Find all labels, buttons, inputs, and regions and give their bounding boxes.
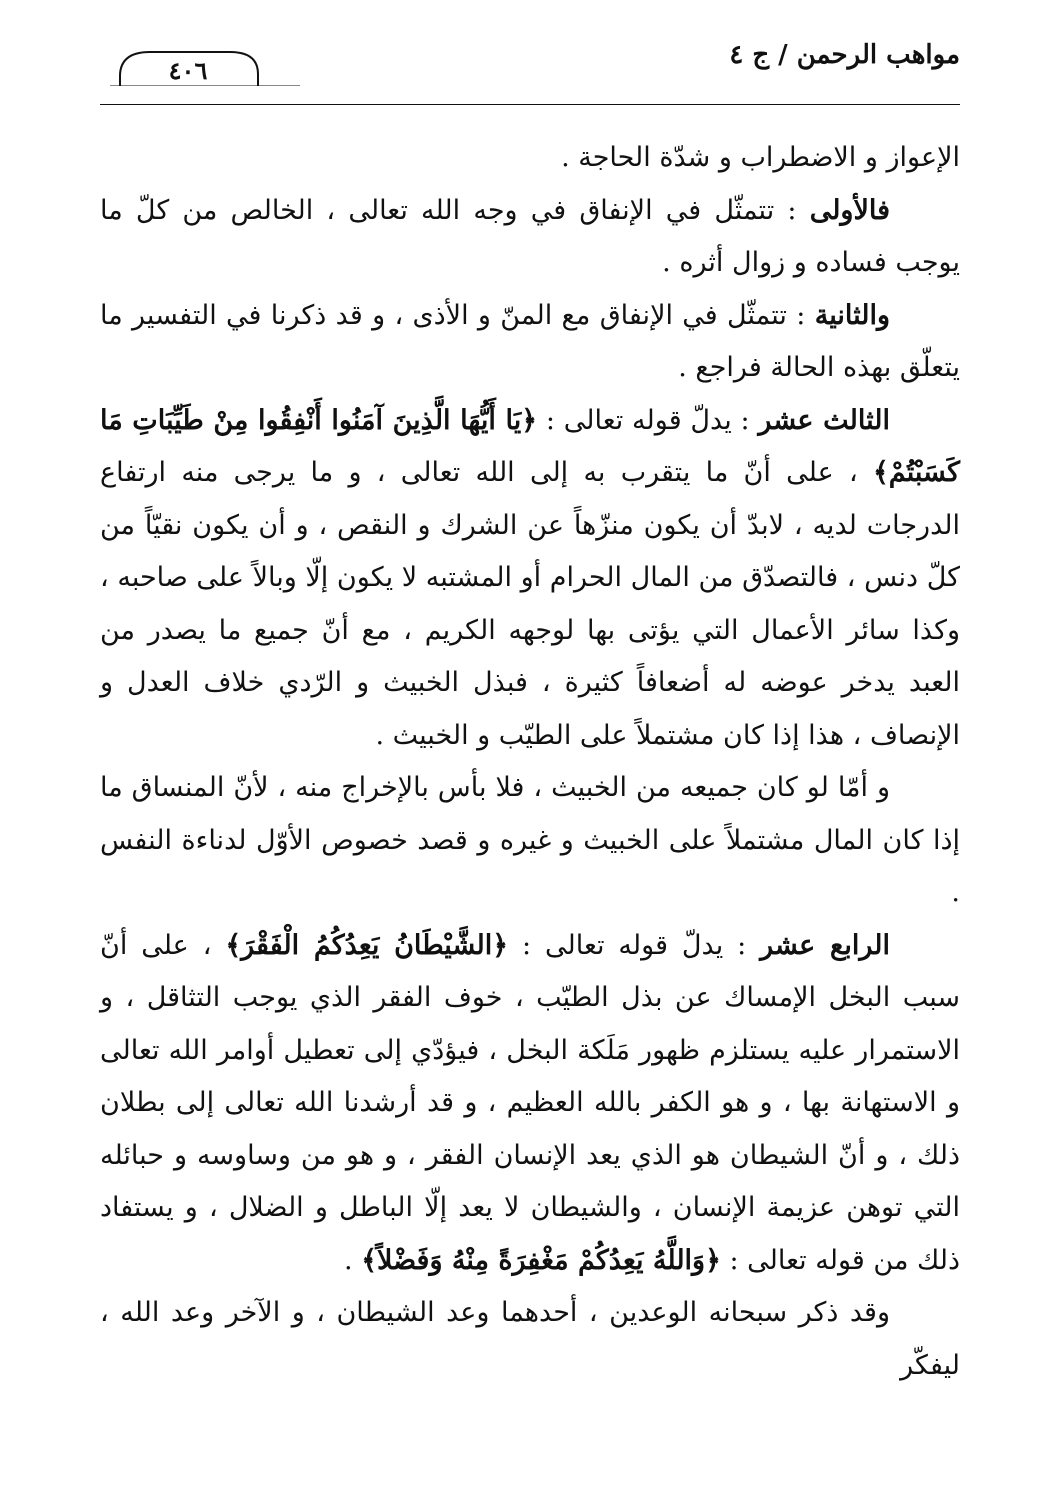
paragraph bbox=[100, 920, 960, 1288]
paragraph-text: : تتمثّل في الإنفاق في وجه الله تعالى ، الخالص من كلّ ما يوجب فساده و زوال أثره . bbox=[100, 194, 960, 278]
paragraph bbox=[100, 395, 960, 763]
page-number: ٤٠٦ bbox=[168, 56, 208, 85]
page-number-ornament bbox=[100, 46, 300, 86]
quran-verse: ﴿يَا أَيُّهَا الَّذِينَ آمَنُوا أَنْفِقُوا مِنْ طَيِّبَاتِ مَا كَسَبْتُمْ﴾ bbox=[100, 404, 960, 488]
paragraph-text: الإعواز و الاضطراب و شدّة الحاجة . bbox=[561, 142, 960, 173]
quran-verse: ﴿الشَّيْطَانُ يَعِدُكُمُ الْفَقْرَ﴾ bbox=[225, 929, 509, 961]
paragraph-text: . bbox=[344, 1244, 362, 1276]
paragraph bbox=[100, 132, 960, 185]
paragraph bbox=[100, 185, 960, 290]
quran-verse: ﴿وَاللَّهُ يَعِدُكُمْ مَغْفِرَةً مِنْهُ وَفَضْلاً﴾ bbox=[361, 1244, 721, 1276]
paragraph-text: وقد ذكر سبحانه الوعدين ، أحدهما وعد الشيطان ، و الآخر وعد الله ، ليفكّر bbox=[100, 1297, 960, 1381]
paragraph-text: و أمّا لو كان جميعه من الخبيث ، فلا بأس بالإخراج منه ، لأنّ المنساق ما إذا كان المال مشتملاً على الخبيث و غيره و قصد خصوص الأوّل لدناءة النفس . bbox=[100, 772, 960, 908]
paragraph-text: : يدلّ قوله تعالى : bbox=[508, 929, 761, 961]
running-title: مواهب الرحمن / ج ٤ bbox=[729, 40, 960, 70]
paragraph-text: : يدلّ قوله تعالى : bbox=[537, 404, 759, 436]
paragraph-text: ، على أنّ ما يتقرب به إلى الله تعالى ، و ما يرجى منه ارتفاع الدرجات لديه ، لابدّ أن يكون منزّهاً عن الشرك و النقص ، و أن يكون نقيّاً من كلّ دنس ، فالتصدّق من المال الحرام أو المشتبه لا يكون إلّا وبالاً على صاحبه ، وكذا سائر الأعمال التي يؤتى بها لوجهه الكريم ، مع أنّ جميع ما يصدر من العبد يدخر عوضه له أضعافاً كثيرة ، فبذل الخبيث و الرّدي خلاف العدل و الإنصاف ، هذا إذا كان مشتملاً على الطيّب و الخبيث . bbox=[100, 457, 960, 751]
section-label: الثالث عشر bbox=[758, 404, 890, 436]
section-label: الرابع عشر bbox=[760, 929, 890, 961]
paragraph bbox=[100, 290, 960, 395]
paragraph-text: : تتمثّل في الإنفاق مع المنّ و الأذى ، و قد ذكرنا في التفسير ما يتعلّق بهذه الحالة فراجع . bbox=[100, 299, 960, 383]
paragraph bbox=[100, 762, 960, 920]
paragraph-text: ، على أنّ سبب البخل الإمساك عن بذل الطيّب ، خوف الفقر الذي يوجب التثاقل ، و الاستمرار عليه يستلزم ظهور مَلَكة البخل ، فيؤدّي إلى تعطيل أوامر الله تعالى و الاستهانة بها ، و هو الكفر بالله العظيم ، و قد أرشدنا الله تعالى إلى بطلان ذلك ، و أنّ الشيطان هو الذي يعد الإنسان الفقر ، و هو من وساوسه و حبائله التي توهن عزيمة الإنسان ، والشيطان لا يعد إلّا الباطل و الضلال ، و يستفاد ذلك من قوله تعالى : bbox=[100, 929, 960, 1276]
page-header bbox=[100, 34, 960, 104]
section-label: والثانية bbox=[814, 299, 890, 331]
paragraph bbox=[100, 1287, 960, 1392]
header-divider bbox=[100, 104, 960, 105]
body-text bbox=[100, 132, 960, 1392]
section-label: فالأولى bbox=[809, 194, 890, 226]
